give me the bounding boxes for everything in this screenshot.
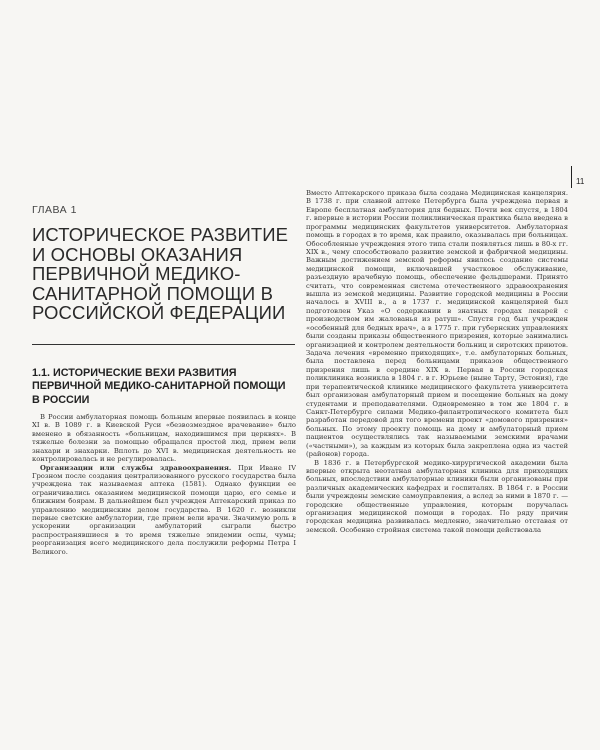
paragraph: В 1836 г. в Петербургской медико-хирургической академии была впервые открыта неотатная амбулаторная клиника для приходящих больных, впоследствии амбулаторные клиники были организованы при различных академических кафедрах и госпиталях. В 1864 г. в России были учреждены земские самоуправления, а вслед за ними в 1870 г. — городские общественные управления, которым поручалась организация медицинской помощи в городах. По ряду причин городская медицина развивалась медленно, значительно отставая от земской. Особенно стройная система такой помощи действовала — [306, 458, 568, 534]
page-number-marker — [571, 166, 572, 188]
paragraph-text: При Иване IV Грозном после создания централизованного русского государства была учреждена так называемая аптека (1581). Однако функции ее ограничивались оказанием медицинской помощи царю, его семье и ближним боярам. В дальнейшем был учрежден Аптекарский приказ по управлению медицинским делом государства. В 1620 г. возникли первые светские амбулатории, где прием вели врачи. Значимую роль в ускорении организации амбулаторий сыграли быстро распространявшиеся в то время тяжелые эпидемии оспы, чумы; реорганизация всего медицинского дела послужили реформы Петра I Великого. — [32, 463, 296, 556]
chapter-label: ГЛАВА 1 — [32, 204, 77, 216]
paragraph: В России амбулаторная помощь больным впервые появилась в конце XI в. В 1089 г. в Киевской Руси «безвозмездное врачевание» было вменено в обязанность «больницам, находившимся при церквях». В тяжелые болезни за помощью обращался простой люд, прием вели знахари и знахарки. Вплоть до XVI в. медицинская деятельность не контролировалась и не регулировалась. — [32, 413, 296, 464]
paragraph — [32, 464, 296, 557]
section-heading: 1.1. ИСТОРИЧЕСКИЕ ВЕХИ РАЗВИТИЯ ПЕРВИЧНОЙ МЕДИКО-САНИТАРНОЙ ПОМОЩИ В РОССИИ — [32, 367, 286, 406]
page-number: 11 — [576, 177, 585, 186]
title-divider — [32, 344, 295, 345]
paragraph-lead: Организации или службы здравоохранения. — [40, 463, 232, 472]
paragraph: Вместо Аптекарского приказа была создана Медицинская канцелярия. В 1738 г. при славной аптеке Петербурга была учреждена первая в Европе бесплатная амбулатория для бедных. Почти век спустя, в 1804 г. впервые в истории России поликлиническая практика была введена в программы медицинских факультетов университетов. Амбулаторная помощь в городах в то время, как правило, оказывалась при больницах. Обособленные учреждения этого типа стали появляться лишь в 80-х гг. XIX в., чему способствовало развитие земской и фабричной медицины. Важным достижением земской реформы явилось создание системы медицинской помощи, включавшей участковое обслуживание, разъездную врачебную помощь, обеспечение фельдшерами. Принято считать, что современная система отечественного здравоохранения вышла из земской медицины. Развитие городской медицины в России началось в XVIII в., а в 1737 г. медицинской канцелярией был подготовлен Указ «О содержании в знатных городах лекарей с производством им жалованья из ратуш». Спустя год был учрежден «особенный для бедных врач», а в 1775 г. при губернских управлениях были созданы приказы общественного призрения, которые занимались организацией и контролем деятельности больниц и сиротских приютов. Задача лечения «временно приходящих», т.е. амбулаторных больных, была поставлена перед больницами приказов общественного призрения лишь в середине XIX в. Первая в России городская поликлиника возникла в 1804 г. в г. Юрьеве (ныне Тарту, Эстония), где при терапевтической клинике медицинского факультета университета был организован амбулаторный прием и посещение больных на дому студентами и преподавателями. Одновременно в том же 1804 г. в Санкт-Петербурге силами Медико-филантропического комитета был разработан передовой для того времени проект «домового призрения» больных. По этому проекту помощь на дому и амбулаторный прием пациентов осуществлялись так называемыми земскими врачами («частными»), за каждым из которых была закреплена одна из частей (районов) города. — [306, 189, 568, 459]
left-text-column — [32, 413, 296, 613]
right-text-column — [306, 189, 568, 722]
chapter-title: ИСТОРИЧЕСКОЕ РАЗВИТИЕ И ОСНОВЫ ОКАЗАНИЯ ПЕРВИЧНОЙ МЕДИКО-САНИТАРНОЙ ПОМОЩИ В РОССИЙСКОЙ ФЕДЕРАЦИИ — [32, 224, 289, 324]
